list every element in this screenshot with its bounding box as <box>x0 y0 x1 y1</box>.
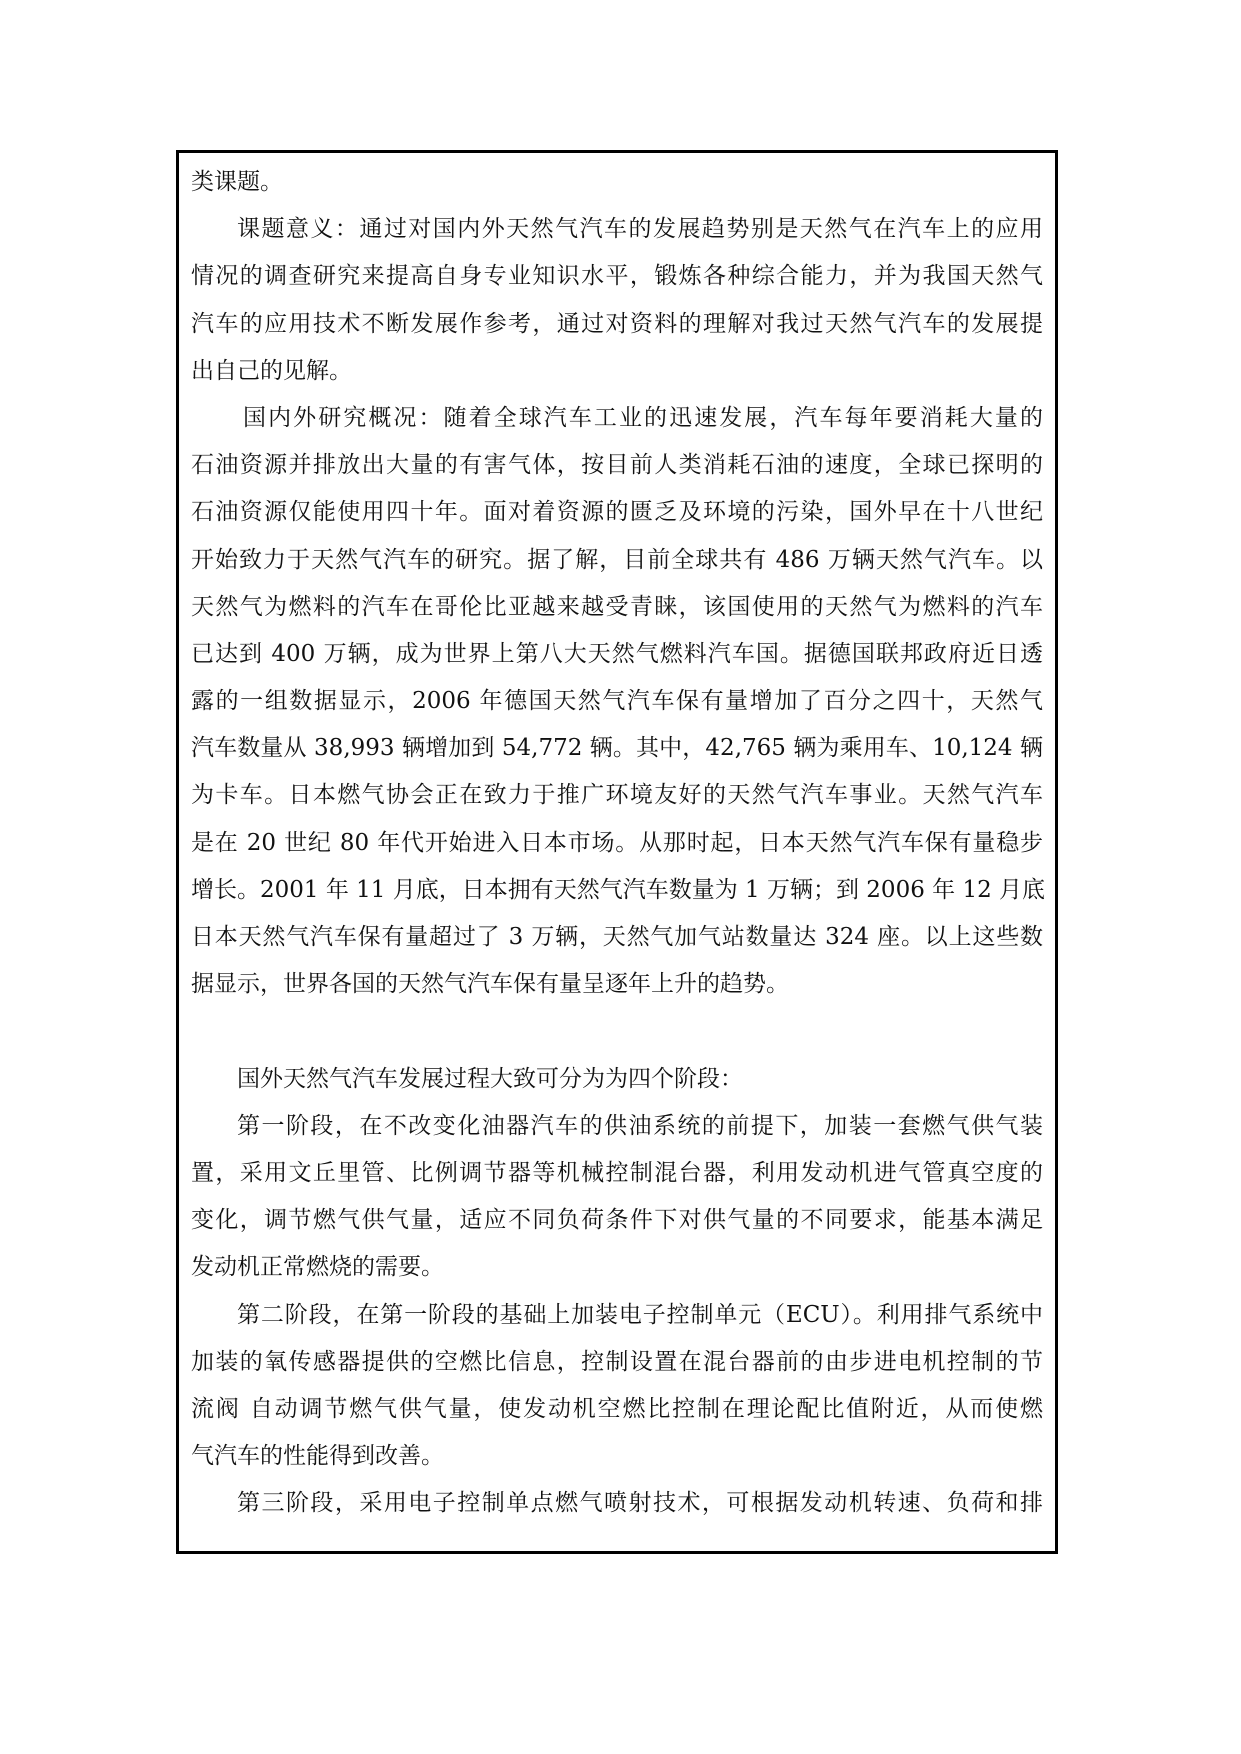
text-line: 露的一组数据显示，2006 年德国天然气汽车保有量增加了百分之四十，天然气 <box>191 688 1043 715</box>
paragraph-stages-heading: 国外天然气汽车发展过程大致可分为为四个阶段： <box>237 1065 743 1092</box>
text-line: 开始致力于天然气汽车的研究。据了解，目前全球共有 486 万辆天然气汽车。以 <box>191 546 1043 573</box>
text-line: 石油资源并排放出大量的有害气体，按目前人类消耗石油的速度，全球已探明的 <box>191 452 1043 479</box>
text-line: 汽车的应用技术不断发展作参考，通过对资料的理解对我过天然气汽车的发展提 <box>191 310 1043 337</box>
text-line: 类课题。 <box>191 169 283 195</box>
blank-line <box>191 1008 1043 1055</box>
text-line: 变化，调节燃气供气量，适应不同负荷条件下对供气量的不同要求，能基本满足 <box>191 1207 1043 1234</box>
text-line: 汽车数量从 38,993 辆增加到 54,772 辆。其中，42,765 辆为乘用车、10,124 辆 <box>191 735 1043 762</box>
text-line: 出自己的见解。 <box>191 357 352 384</box>
text-line: 已达到 400 万辆，成为世界上第八大天然气燃料汽车国。据德国联邦政府近日透 <box>191 640 1043 667</box>
document-frame <box>176 150 1058 1554</box>
text-line: 日本天然气汽车保有量超过了 3 万辆，天然气加气站数量达 324 座。以上这些数 <box>191 924 1043 950</box>
document-body <box>191 159 1046 1527</box>
text-line: 加装的氧传感器提供的空燃比信息，控制设置在混台器前的由步进电机控制的节 <box>191 1348 1043 1375</box>
text-line: 增长。2001 年 11 月底，日本拥有天然气汽车数量为 1 万辆；到 2006 年 12 月底 <box>191 876 1046 903</box>
paragraph-research-overview-line: 国内外研究概况：随着全球汽车工业的迅速发展，汽车每年要消耗大量的 <box>243 404 1043 431</box>
text-line: 流阀 自动调节燃气供气量，使发动机空燃比控制在理论配比值附近，从而使燃 <box>191 1395 1043 1422</box>
text-line: 情况的调查研究来提高自身专业知识水平，锻炼各种综合能力，并为我国天然气 <box>191 263 1043 290</box>
text-line: 置，采用文丘里管、比例调节器等机械控制混台器，利用发动机进气管真空度的 <box>191 1159 1043 1186</box>
text-line: 石油资源仅能使用四十年。面对着资源的匮乏及环境的污染，国外早在十八世纪 <box>191 499 1043 526</box>
text-line: 气汽车的性能得到改善。 <box>191 1443 444 1470</box>
text-line: 发动机正常燃烧的需要。 <box>191 1254 444 1281</box>
paragraph-significance-line: 课题意义：通过对国内外天然气汽车的发展趋势别是天然气在汽车上的应用 <box>237 216 1043 243</box>
paragraph-stage-two-line: 第二阶段，在第一阶段的基础上加装电子控制单元（ECU）。利用排气系统中 <box>237 1301 1043 1328</box>
text-line: 是在 20 世纪 80 年代开始进入日本市场。从那时起，日本天然气汽车保有量稳步 <box>191 829 1043 856</box>
text-line: 为卡车。日本燃气协会正在致力于推广环境友好的天然气汽车事业。天然气汽车 <box>191 782 1043 809</box>
paragraph-stage-one-line: 第一阶段，在不改变化油器汽车的供油系统的前提下，加装一套燃气供气装 <box>237 1112 1043 1139</box>
paragraph-stage-three-line: 第三阶段，采用电子控制单点燃气喷射技术，可根据发动机转速、负荷和排 <box>237 1490 1043 1517</box>
text-line: 据显示，世界各国的天然气汽车保有量呈逐年上升的趋势。 <box>191 971 789 998</box>
text-line: 天然气为燃料的汽车在哥伦比亚越来越受青睐，该国使用的天然气为燃料的汽车 <box>191 593 1043 620</box>
